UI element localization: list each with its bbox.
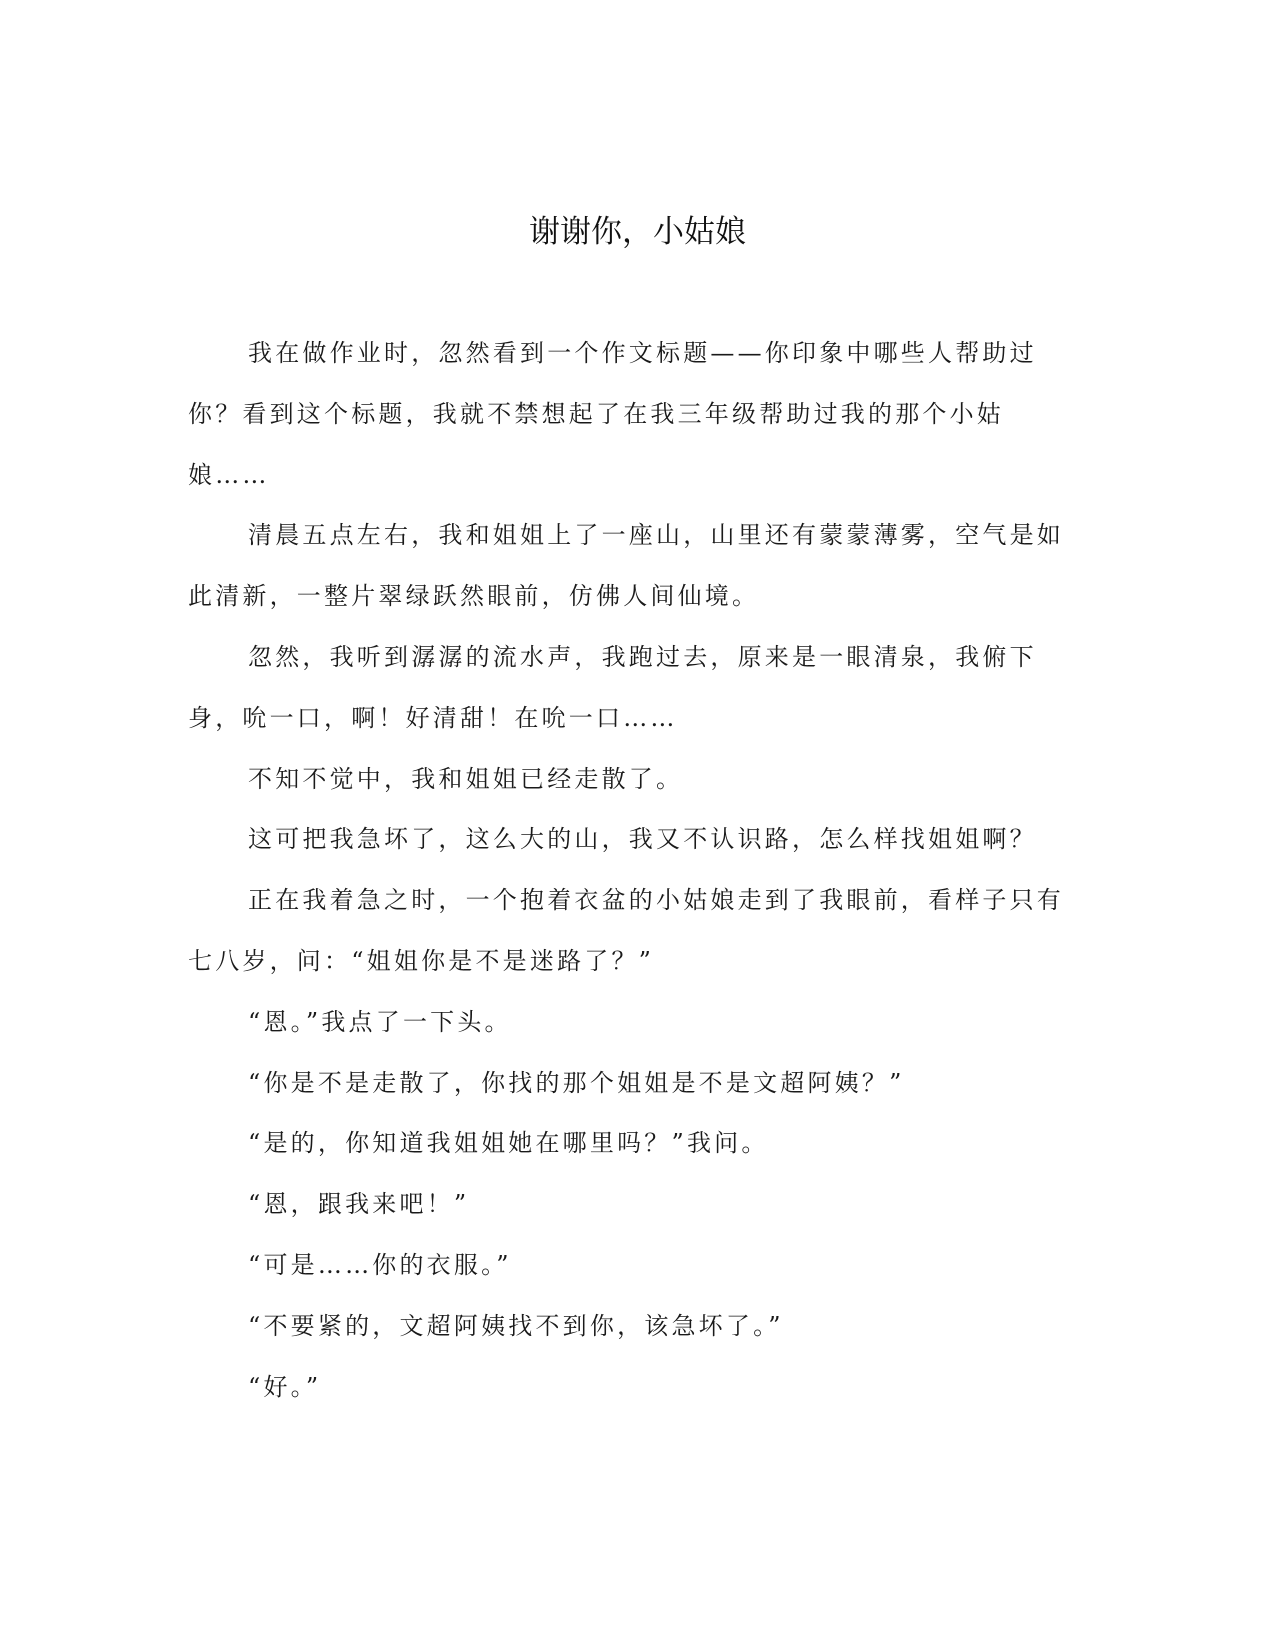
document-body: [188, 323, 1073, 1417]
paragraph: “恩，跟我来吧！”: [248, 1190, 470, 1219]
paragraph: “可是……你的衣服。”: [248, 1250, 512, 1279]
document-title: 谢谢你，小姑娘: [529, 214, 746, 250]
paragraph: 正在我着急之时，一个抱着衣盆的小姑娘走到了我眼前，看样子只有七八岁，问：“姐姐你是不是迷路了？”: [188, 886, 1064, 975]
paragraph: 忽然，我听到潺潺的流水声，我跑过去，原来是一眼清泉，我俯下身，吮一口，啊！好清甜！在吮一口……: [188, 642, 1037, 732]
paragraph: “恩。”我点了一下头。: [248, 1007, 512, 1036]
paragraph: “好。”: [248, 1372, 322, 1401]
paragraph: 清晨五点左右，我和姐姐上了一座山，山里还有蒙蒙薄雾，空气是如此清新，一整片翠绿跃然眼前，仿佛人间仙境。: [188, 521, 1064, 611]
paragraph: 我在做作业时，忽然看到一个作文标题——你印象中哪些人帮助过你？看到这个标题，我就不禁想起了在我三年级帮助过我的那个小姑娘……: [188, 339, 1037, 489]
paragraph: “你是不是走散了，你找的那个姐姐是不是文超阿姨？”: [248, 1068, 905, 1097]
paragraph: “不要紧的，文超阿姨找不到你，该急坏了。”: [248, 1311, 784, 1340]
paragraph: 这可把我急坏了，这么大的山，我又不认识路，怎么样找姐姐啊？: [248, 825, 1037, 854]
paragraph: 不知不觉中，我和姐姐已经走散了。: [248, 764, 684, 793]
paragraph: “是的，你知道我姐姐她在哪里吗？”我问。: [248, 1129, 769, 1158]
